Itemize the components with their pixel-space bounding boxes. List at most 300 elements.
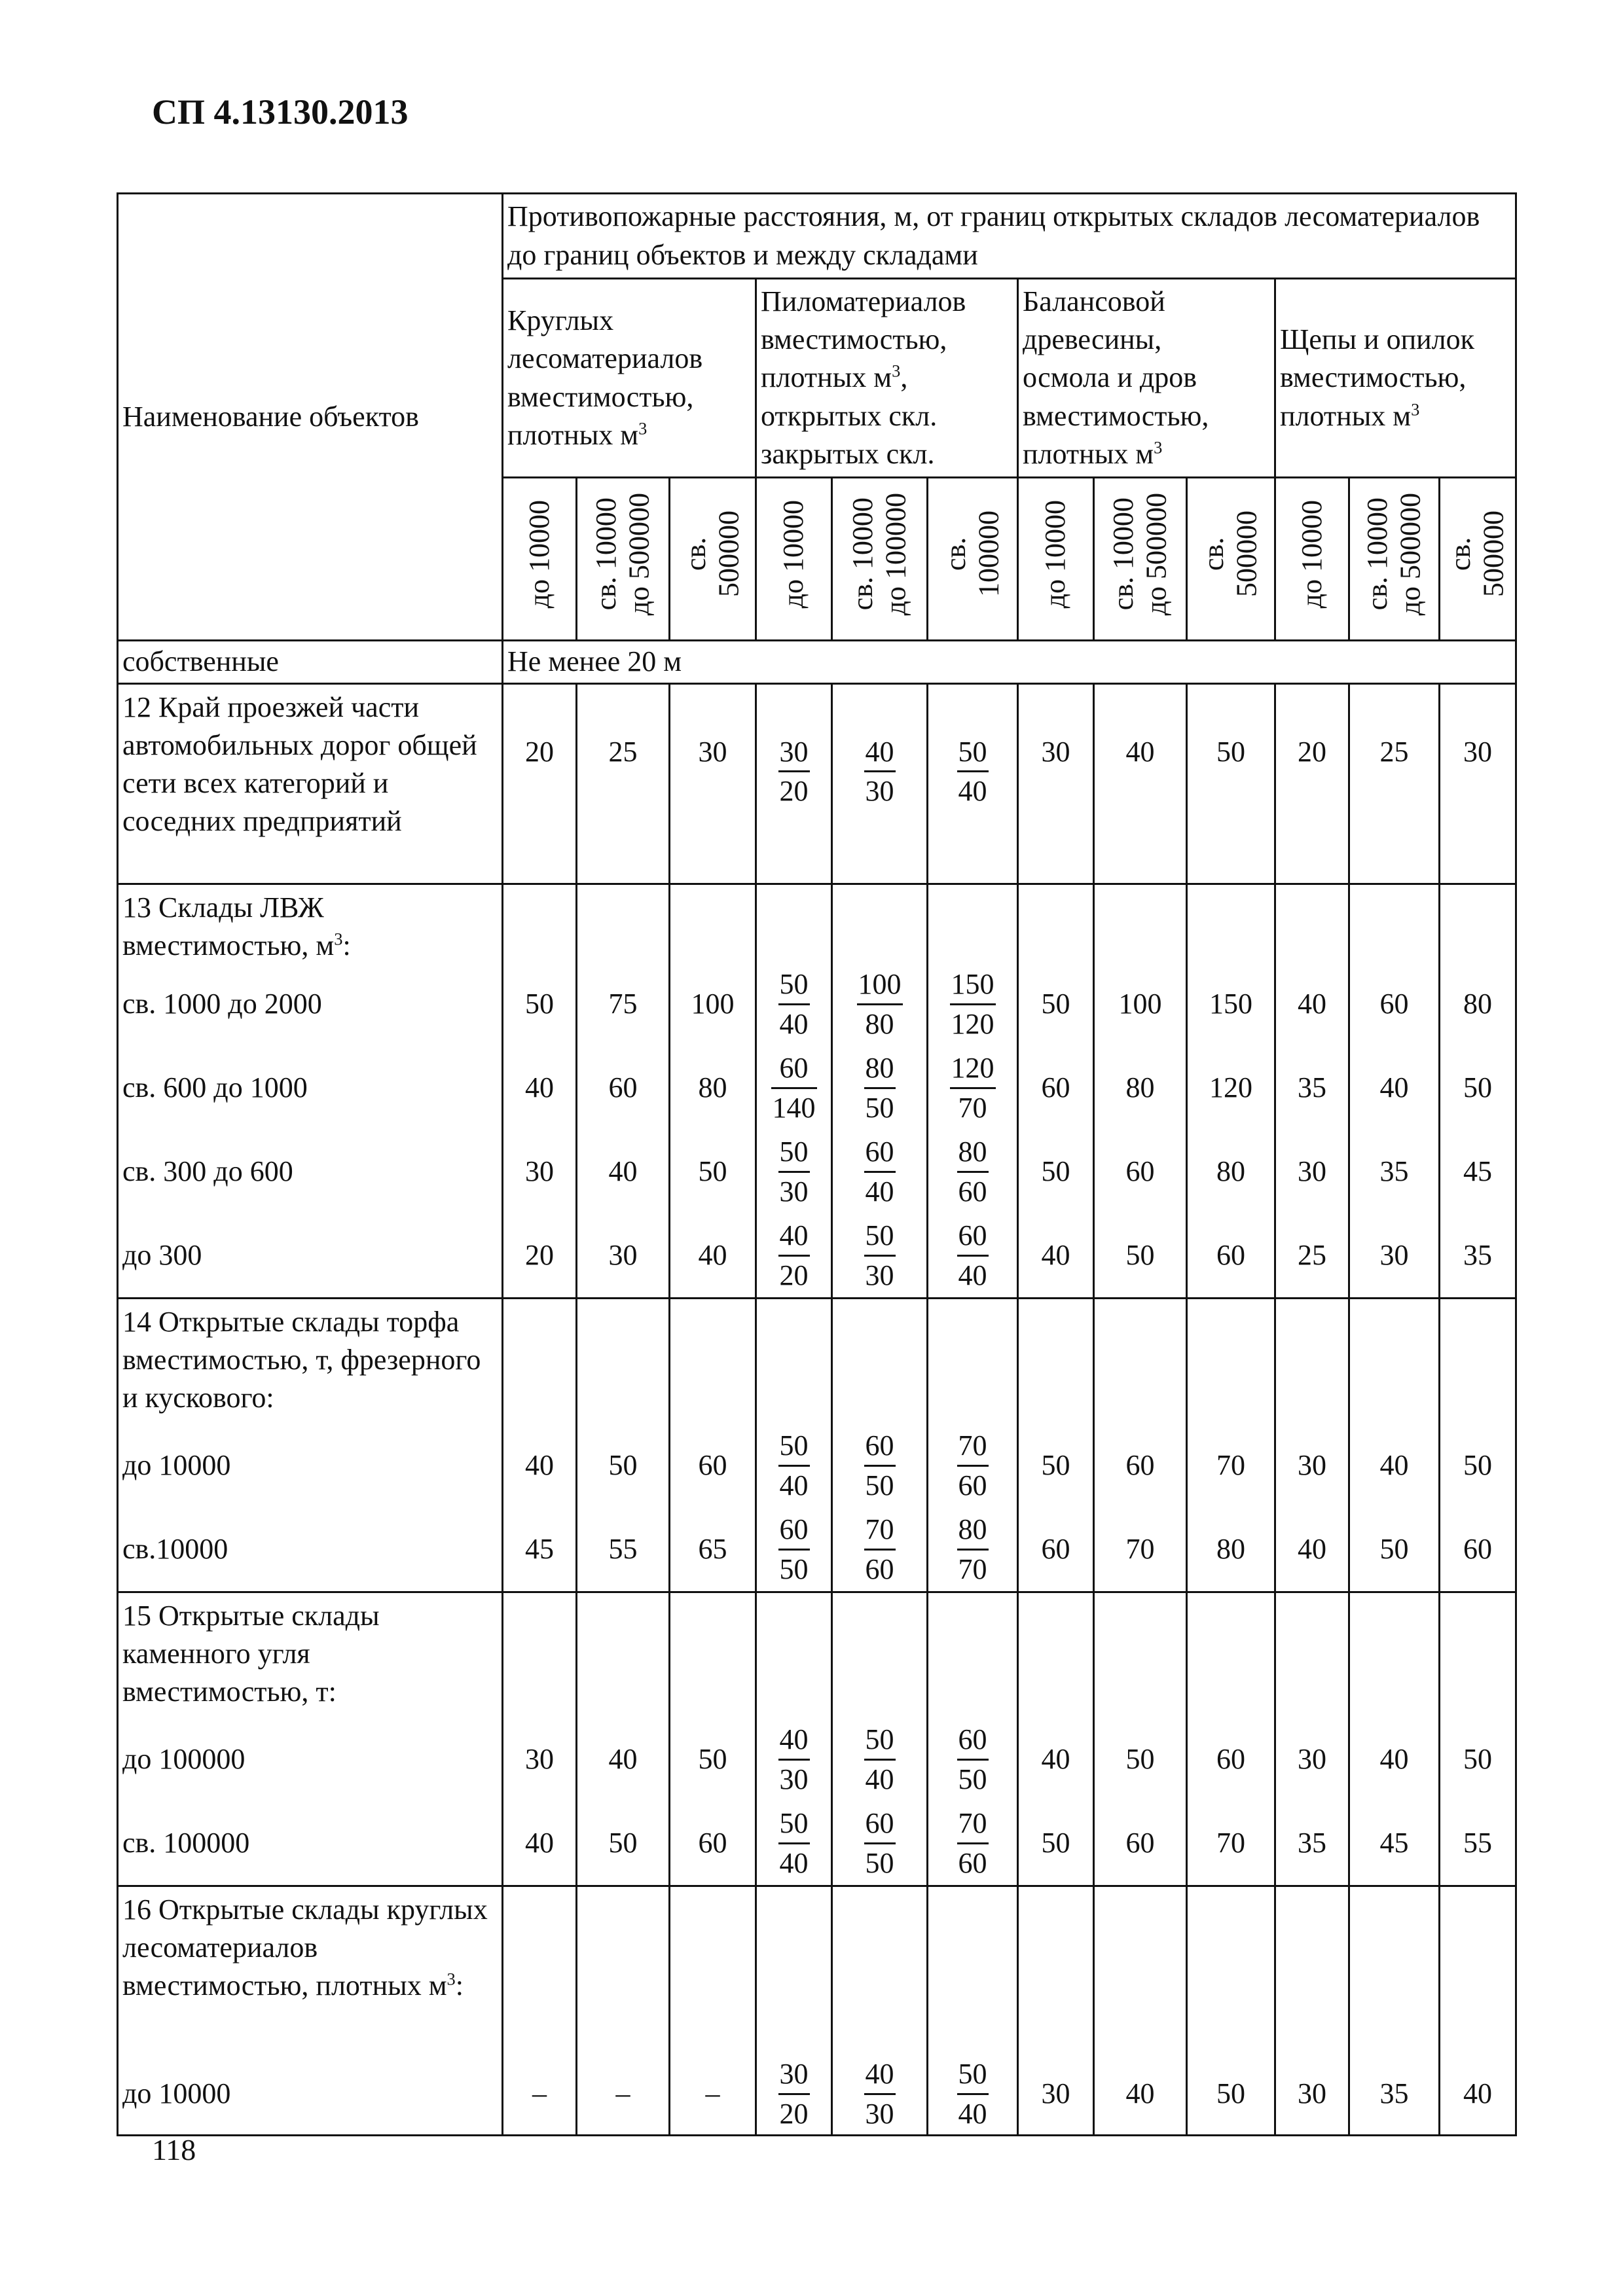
fraction-closed: 40 <box>865 1175 894 1208</box>
group-header-line <box>1023 435 1270 473</box>
spacer <box>1280 1303 1344 1424</box>
subrow-label-text: св. 1000 до 2000 <box>122 987 322 1020</box>
value-stack <box>1192 1303 1270 1591</box>
spacer <box>1099 889 1182 962</box>
fraction-value <box>778 1133 810 1210</box>
row13 <box>118 884 1516 1299</box>
distance-value: – <box>532 2077 547 2109</box>
group-title-text: 16 Открытые склады круглых лесоматериалов вместимостью, плотных м <box>122 1893 488 2002</box>
fraction-open: 50 <box>778 1804 810 1844</box>
value-cell <box>1444 1046 1511 1130</box>
value-stack <box>1099 1891 1182 2134</box>
distance-value: 50 <box>1125 1238 1155 1271</box>
distance-value: 40 <box>1041 1742 1070 1775</box>
value-stack <box>1354 1597 1434 1885</box>
distance-value: 60 <box>1125 1155 1155 1187</box>
fraction-value <box>778 1217 810 1293</box>
value-cell <box>674 1130 751 1213</box>
spacer <box>581 1891 665 2053</box>
value-column-3 <box>670 1886 756 2136</box>
value-column-12 <box>1440 1299 1516 1592</box>
distance-value: 60 <box>1216 1238 1245 1271</box>
distance-value: 50 <box>608 1826 638 1859</box>
distance-value: 80 <box>1125 1071 1155 1103</box>
value-cell <box>507 962 572 1046</box>
distance-value: 70 <box>1216 1448 1245 1481</box>
value-cell <box>1280 1801 1344 1885</box>
distance-value: 50 <box>1041 1448 1070 1481</box>
value-column-7 <box>1018 1592 1094 1886</box>
value-cell <box>674 1801 751 1885</box>
spacer <box>761 1597 827 1717</box>
value-stack <box>674 889 751 1297</box>
value-stack <box>1099 1303 1182 1591</box>
fraction-closed: 30 <box>779 1763 809 1795</box>
distance-value: 55 <box>1463 1826 1493 1859</box>
value-cell <box>1099 1801 1182 1885</box>
value-cell <box>577 684 670 884</box>
value-column-9 <box>1187 1886 1275 2136</box>
value-cell <box>1444 1717 1511 1801</box>
value-column-6 <box>928 1592 1018 1886</box>
group-header-line <box>507 340 751 378</box>
fraction-value <box>778 1721 810 1797</box>
value-cell <box>507 1717 572 1801</box>
distance-value: 20 <box>1298 736 1326 768</box>
distance-value: 25 <box>1379 736 1409 768</box>
value-stack <box>1444 1597 1511 1885</box>
spacer <box>507 1303 572 1424</box>
value-cell <box>932 1801 1013 1885</box>
distance-value: 40 <box>1463 2077 1493 2109</box>
spacer <box>932 1597 1013 1717</box>
distance-value: 40 <box>1125 736 1155 768</box>
fraction-open: 60 <box>864 1133 896 1172</box>
fraction-closed: 20 <box>779 2097 809 2130</box>
value-cell <box>1192 1046 1270 1130</box>
value-cell <box>1354 1507 1434 1591</box>
fraction-open: 50 <box>778 1133 810 1172</box>
group-header-line <box>761 283 1013 321</box>
fraction-closed: 40 <box>958 775 987 808</box>
value-cell <box>761 1046 827 1130</box>
fraction-open: 40 <box>864 733 896 772</box>
fraction-closed: 20 <box>779 775 809 808</box>
group-header-text: Круглых <box>507 304 614 337</box>
value-stack <box>581 1303 665 1591</box>
value-cell <box>507 1213 572 1297</box>
value-cell <box>581 1507 665 1591</box>
value-column-8 <box>1094 884 1187 1299</box>
spacer <box>837 889 922 962</box>
distance-value: 50 <box>698 1742 727 1775</box>
value-cell <box>1192 1130 1270 1213</box>
distance-value: 50 <box>1216 736 1245 768</box>
value-stack <box>1280 1891 1344 2134</box>
value-column-8 <box>1094 1592 1187 1886</box>
value-stack <box>674 1597 751 1885</box>
value-column-1 <box>503 1299 577 1592</box>
value-stack <box>932 1891 1013 2134</box>
value-stack <box>1280 889 1344 1297</box>
value-stack <box>932 1597 1013 1885</box>
fraction-value <box>957 1804 989 1881</box>
spacer <box>1444 1597 1511 1717</box>
fraction-closed: 70 <box>958 1552 987 1585</box>
value-stack <box>581 889 665 1297</box>
row-12 <box>118 684 1516 884</box>
subrow-label-text: св.10000 <box>122 1532 228 1565</box>
value-cell <box>581 1801 665 1885</box>
fraction-open: 50 <box>957 2055 989 2094</box>
distance-value: 30 <box>698 736 727 768</box>
value-column-4 <box>756 884 832 1299</box>
subrow-label-text: св. 600 до 1000 <box>122 1071 308 1103</box>
value-cell <box>581 1717 665 1801</box>
distance-value: 40 <box>1379 1742 1409 1775</box>
distance-value: 40 <box>525 1826 554 1859</box>
fraction-closed: 60 <box>958 1469 987 1501</box>
distance-value: 50 <box>1463 1742 1493 1775</box>
fraction-open: 60 <box>864 1427 896 1466</box>
distance-value: 60 <box>1463 1532 1493 1565</box>
row-12-label <box>118 684 503 884</box>
distance-value: 50 <box>1463 1448 1493 1481</box>
group-header-line <box>761 397 1013 435</box>
row16 <box>118 1886 1516 2136</box>
row13-label <box>118 884 503 1299</box>
distance-value: 40 <box>1298 987 1326 1020</box>
capacity-label: до 10000 <box>1039 499 1072 609</box>
distance-value: 60 <box>1041 1071 1070 1103</box>
value-stack <box>1444 1303 1511 1591</box>
value-cell <box>1280 1507 1344 1591</box>
value-cell <box>674 1424 751 1507</box>
value-stack <box>1280 1597 1344 1885</box>
distance-value: 25 <box>608 736 638 768</box>
value-cell <box>837 1717 922 1801</box>
value-stack <box>1192 889 1270 1297</box>
value-cell <box>1192 1424 1270 1507</box>
value-cell <box>761 1801 827 1885</box>
value-cell <box>1023 1213 1089 1297</box>
fraction-closed: 60 <box>865 1552 894 1585</box>
value-cell <box>1444 962 1511 1046</box>
distance-value: 35 <box>1298 1826 1326 1859</box>
value-cell <box>761 1213 827 1297</box>
distance-value: 30 <box>525 1742 554 1775</box>
value-stack <box>761 1597 827 1885</box>
value-cell <box>1354 1801 1434 1885</box>
distance-value: 50 <box>698 1155 727 1187</box>
value-cell <box>1192 1213 1270 1297</box>
capacity-label: св. 500000 <box>1444 511 1510 598</box>
distance-value: 60 <box>1041 1532 1070 1565</box>
fraction-closed: 50 <box>865 1469 894 1501</box>
value-stack <box>1192 1597 1270 1885</box>
own-row-label: собственные <box>118 641 503 684</box>
fraction-closed: 30 <box>865 1259 894 1291</box>
value-cell <box>674 1507 751 1591</box>
distance-value: 30 <box>1298 1742 1326 1775</box>
value-cell <box>1444 1424 1511 1507</box>
row15 <box>118 1592 1516 1886</box>
distance-value: 50 <box>1041 1826 1070 1859</box>
fraction-open: 50 <box>864 1217 896 1256</box>
value-cell <box>756 684 832 884</box>
distance-value: 35 <box>1379 1155 1409 1187</box>
value-stack <box>1099 889 1182 1297</box>
subrow-label-text: св. 300 до 600 <box>122 1155 293 1187</box>
fraction-open: 70 <box>957 1804 989 1844</box>
fraction-closed: 40 <box>958 1259 987 1291</box>
value-stack <box>837 1597 922 1885</box>
fraction-open: 80 <box>864 1049 896 1088</box>
fraction-open: 80 <box>957 1133 989 1172</box>
fraction-open: 100 <box>857 965 903 1005</box>
value-cell <box>1099 1213 1182 1297</box>
distance-value: – <box>705 2077 720 2109</box>
fraction-closed: 40 <box>865 1763 894 1795</box>
group-header-text: Пиломатериалов <box>761 285 966 318</box>
fraction-open: 70 <box>864 1511 896 1550</box>
value-cell <box>761 962 827 1046</box>
subrow-label <box>122 1424 498 1507</box>
group-header-line <box>1023 321 1270 359</box>
value-stack <box>1023 1891 1089 2134</box>
value-cell <box>507 1507 572 1591</box>
distance-value: 30 <box>608 1238 638 1271</box>
fire-distance-table <box>117 192 1517 2136</box>
value-column-2 <box>577 1299 670 1592</box>
superscript: 3 <box>334 929 343 949</box>
group-header-4 <box>1275 279 1516 478</box>
subrow-label-text: до 10000 <box>122 1448 231 1481</box>
row14-label <box>118 1299 503 1592</box>
value-stack <box>1192 1891 1270 2134</box>
value-cell <box>932 1507 1013 1591</box>
subrow-label-text: св. 100000 <box>122 1826 250 1859</box>
superscript: 3 <box>1411 399 1420 419</box>
capacity-header-7 <box>1018 478 1094 641</box>
capacity-header-10 <box>1275 478 1349 641</box>
value-cell <box>761 2053 827 2134</box>
subrow-label <box>122 1507 498 1591</box>
distance-value: 40 <box>1125 2077 1155 2109</box>
value-stack <box>837 1891 922 2134</box>
subrow-label <box>122 1130 498 1213</box>
distance-value: 80 <box>1216 1532 1245 1565</box>
fraction-value <box>778 2055 810 2132</box>
value-cell <box>1099 1717 1182 1801</box>
value-column-7 <box>1018 1299 1094 1592</box>
value-cell <box>1099 1424 1182 1507</box>
value-cell <box>503 684 577 884</box>
group-header-line <box>1023 397 1270 435</box>
distance-value: 40 <box>525 1071 554 1103</box>
value-cell <box>1354 1130 1434 1213</box>
capacity-header-2 <box>577 478 670 641</box>
value-stack <box>1444 1891 1511 2134</box>
value-column-7 <box>1018 884 1094 1299</box>
fraction-open: 120 <box>950 1049 996 1088</box>
document-header: СП 4.13130.2013 <box>152 92 409 132</box>
fraction-closed: 120 <box>951 1007 994 1040</box>
distance-value: 50 <box>1379 1532 1409 1565</box>
distance-value: 30 <box>1041 736 1070 768</box>
fraction-closed: 60 <box>958 1846 987 1879</box>
distance-value: 60 <box>1216 1742 1245 1775</box>
distance-value: 20 <box>525 736 554 768</box>
fraction-open: 150 <box>950 965 996 1005</box>
value-column-12 <box>1440 1592 1516 1886</box>
fraction-value <box>957 1217 989 1293</box>
value-cell <box>1099 2053 1182 2134</box>
fraction-value <box>957 1511 989 1587</box>
fraction-value <box>778 1804 810 1881</box>
spacer <box>1444 889 1511 962</box>
fraction-open: 60 <box>957 1217 989 1256</box>
distance-value: 70 <box>1216 1826 1245 1859</box>
distance-value: 60 <box>698 1826 727 1859</box>
value-stack <box>507 1303 572 1591</box>
fraction-value <box>778 733 810 810</box>
value-cell <box>837 2053 922 2134</box>
distance-value: 80 <box>1216 1155 1245 1187</box>
spacer <box>932 1303 1013 1424</box>
group-header-line <box>1023 359 1270 397</box>
value-cell <box>1192 1507 1270 1591</box>
value-column-12 <box>1440 1886 1516 2136</box>
fraction-open: 30 <box>778 2055 810 2094</box>
spacer <box>1444 1303 1511 1424</box>
value-stack <box>581 1891 665 2134</box>
spacer <box>1192 1891 1270 2053</box>
value-stack <box>1023 1303 1089 1591</box>
fraction-value <box>778 965 810 1042</box>
value-stack <box>674 1303 751 1591</box>
spacer <box>1023 889 1089 962</box>
spacer <box>674 889 751 962</box>
fraction-value <box>957 1427 989 1503</box>
value-column-5 <box>832 884 928 1299</box>
value-stack <box>837 1303 922 1591</box>
fraction-value <box>957 733 989 810</box>
fraction-value <box>864 1511 896 1587</box>
distance-value: 35 <box>1379 2077 1409 2109</box>
distance-value: 50 <box>525 987 554 1020</box>
distance-value: 75 <box>608 987 638 1020</box>
value-cell <box>932 1130 1013 1213</box>
fraction-value <box>957 2055 989 2132</box>
value-cell <box>1354 2053 1434 2134</box>
distance-value: 60 <box>1379 987 1409 1020</box>
value-cell <box>1354 1046 1434 1130</box>
row15-label <box>118 1592 503 1886</box>
fraction-value <box>864 2055 896 2132</box>
fraction-value <box>771 1049 817 1126</box>
capacity-header-6 <box>928 478 1018 641</box>
fraction-value <box>864 1049 896 1126</box>
spacer <box>761 889 827 962</box>
spacer <box>1099 1597 1182 1717</box>
row13-title <box>122 889 498 962</box>
value-cell <box>1444 2053 1511 2134</box>
fraction-closed: 30 <box>865 775 894 808</box>
value-cell <box>932 962 1013 1046</box>
value-column-9 <box>1187 1299 1275 1592</box>
value-column-4 <box>756 1592 832 1886</box>
objects-column-header: Наименование объектов <box>118 194 503 641</box>
distance-value: 60 <box>1125 1826 1155 1859</box>
distance-value: 50 <box>1216 2077 1245 2109</box>
group-header-text: плотных м <box>1280 399 1412 432</box>
value-cell <box>1444 1213 1511 1297</box>
fraction-closed: 30 <box>865 2097 894 2130</box>
value-cell <box>932 1046 1013 1130</box>
value-stack <box>1023 889 1089 1297</box>
distance-value: 120 <box>1209 1071 1252 1103</box>
value-cell <box>1023 1801 1089 1885</box>
spacer <box>1280 889 1344 962</box>
fraction-open: 50 <box>778 965 810 1005</box>
distance-value: 30 <box>525 1155 554 1187</box>
spacer <box>1099 1303 1182 1424</box>
distance-value: 40 <box>1379 1071 1409 1103</box>
distance-value: 70 <box>1125 1532 1155 1565</box>
capacity-header-9 <box>1187 478 1275 641</box>
subrow-label <box>122 1801 498 1885</box>
fraction-closed: 40 <box>958 2097 987 2130</box>
value-cell <box>932 1717 1013 1801</box>
group-header-line <box>507 378 751 416</box>
value-column-6 <box>928 884 1018 1299</box>
value-stack <box>1099 1597 1182 1885</box>
distance-value: 30 <box>1041 2077 1070 2109</box>
group-header-text: открытых скл. <box>761 399 938 432</box>
fraction-closed: 20 <box>779 1259 809 1291</box>
capacity-header-4 <box>756 478 832 641</box>
spacer <box>932 889 1013 962</box>
value-column-6 <box>928 1886 1018 2136</box>
value-column-3 <box>670 1299 756 1592</box>
capacity-label: св. 10000 до 500000 <box>1360 492 1427 616</box>
superscript: 3 <box>638 418 647 438</box>
spacer <box>761 1303 827 1424</box>
value-cell <box>1280 1717 1344 1801</box>
value-column-11 <box>1349 1886 1440 2136</box>
fraction-open: 30 <box>778 733 810 772</box>
subrow-label <box>122 1213 498 1297</box>
group-header-text: вместимостью, <box>1280 361 1467 394</box>
group-header-text: вместимостью, <box>507 380 694 413</box>
group-header-line: плотных $м^3$, <box>761 361 908 394</box>
value-cell <box>1444 1130 1511 1213</box>
capacity-header-12 <box>1440 478 1516 641</box>
fraction-closed: 40 <box>779 1007 809 1040</box>
value-column-11 <box>1349 1299 1440 1592</box>
spacer <box>507 1891 572 2053</box>
value-cell <box>832 684 928 884</box>
distance-value: 40 <box>1041 1238 1070 1271</box>
group-header-text: плотных м <box>507 418 639 451</box>
value-stack <box>507 1597 572 1885</box>
fraction-closed: 50 <box>865 1091 894 1124</box>
row14 <box>118 1299 1516 1592</box>
value-cell <box>1354 1213 1434 1297</box>
value-column-10 <box>1275 1886 1349 2136</box>
capacity-header-11 <box>1349 478 1440 641</box>
